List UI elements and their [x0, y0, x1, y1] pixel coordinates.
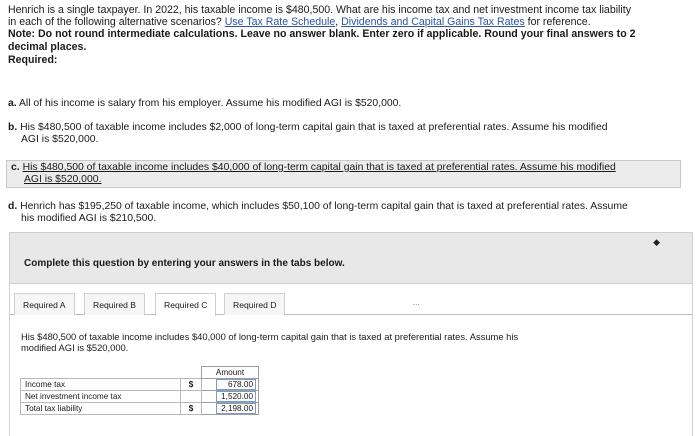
tabbar-more-indicator: ...: [412, 297, 420, 307]
instructions-note: Note: Do not round intermediate calculations. Leave no answer blank. Enter zero if applicable. Round your final answers to 2: [8, 28, 636, 41]
instructions-note-2: decimal places.: [8, 40, 87, 53]
currency-symbol: $: [181, 379, 202, 391]
part-d-text: Henrich has $195,250 of taxable income, which includes $50,100 of long-term capital gain that is taxed at preferential rates. Assume: [20, 201, 628, 212]
question-text-2a: in each of the following alternative scenarios?: [8, 16, 222, 29]
part-b: [8, 122, 608, 146]
complete-question-banner: [9, 232, 693, 284]
tab-required-a[interactable]: Required A: [14, 293, 75, 315]
question-text-2b: for reference.: [524, 16, 591, 29]
net-investment-income-tax-label: Net investment income tax: [21, 391, 181, 403]
tab-required-d[interactable]: Required D: [224, 293, 285, 315]
net-investment-income-tax-input[interactable]: 1,520.00: [216, 391, 256, 402]
tab-required-c[interactable]: Required C: [155, 293, 216, 316]
question-intro: [8, 4, 692, 66]
part-b-text-2: AGI is $520,000.: [21, 134, 99, 145]
part-c-highlighted: [6, 160, 681, 188]
part-a-label: a.: [8, 98, 17, 109]
amount-column-header: Amount: [202, 367, 259, 379]
tax-rate-schedule-link[interactable]: Use Tax Rate Schedule: [224, 16, 336, 29]
part-c-text-2: AGI is $520,000.: [24, 174, 102, 185]
tab-required-b[interactable]: Required B: [84, 293, 145, 315]
part-d-label: d.: [8, 201, 18, 212]
pointer-icon: ◆: [653, 237, 660, 247]
table-row: [21, 379, 259, 391]
capital-gains-rates-link[interactable]: Dividends and Capital Gains Tax Rates: [341, 16, 525, 29]
currency-symbol: $: [181, 403, 202, 415]
table-header-row: [21, 367, 259, 379]
complete-question-text: Complete this question by entering your answers in the tabs below.: [24, 258, 345, 269]
part-c-label: c.: [11, 162, 20, 173]
question-text-2: [8, 16, 692, 28]
total-tax-liability-label: Total tax liability: [21, 403, 181, 415]
income-tax-label: Income tax: [21, 379, 181, 391]
part-b-text: His $480,500 of taxable income includes $2,000 of long-term capital gain that is taxed at preferential rates. Assume his modified: [20, 122, 608, 133]
income-tax-input[interactable]: 678.00: [216, 379, 256, 390]
required-heading: Required:: [8, 53, 58, 66]
tab-description-line-2: modified AGI is $520,000.: [21, 342, 129, 354]
tabs-panel: [9, 284, 693, 436]
currency-symbol: [181, 391, 202, 403]
table-row: [21, 391, 259, 403]
tax-calculation-table: [20, 366, 259, 415]
part-a-text: All of his income is salary from his employer. Assume his modified AGI is $520,000.: [19, 98, 402, 109]
part-a: [8, 98, 401, 110]
tab-description-line-1: His $480,500 of taxable income includes $40,000 of long-term capital gain that is taxed at preferential rates. Assume his: [21, 331, 519, 342]
part-b-label: b.: [8, 122, 18, 133]
tab-bar: [10, 293, 692, 315]
question-text: Henrich is a single taxpayer. In 2022, his taxable income is $480,500. What are his income tax and net investment income tax liability: [8, 4, 632, 16]
part-d-text-2: his modified AGI is $210,500.: [21, 213, 157, 224]
total-tax-liability-input[interactable]: 2,198.00: [216, 403, 256, 414]
table-row: [21, 403, 259, 415]
part-d: [8, 201, 628, 225]
tab-content-description: [21, 331, 611, 354]
link-separator: ,: [335, 16, 339, 29]
part-c-text: His $480,500 of taxable income includes $40,000 of long-term capital gain that is taxed at preferential rates. Assume his modified: [22, 162, 616, 173]
